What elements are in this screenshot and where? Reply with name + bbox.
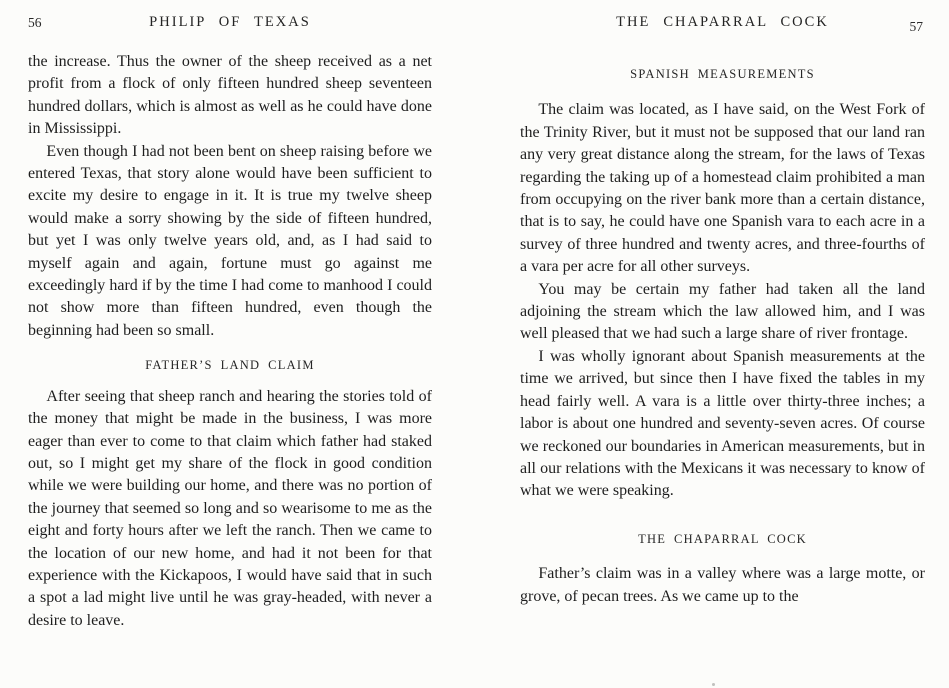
section-heading-fathers-land-claim: FATHER’S LAND CLAIM [145, 358, 315, 373]
section-heading-the-chaparral-cock: THE CHAPARRAL COCK [638, 531, 807, 546]
paragraph: The claim was located, as I have said, on the West Fork of the Trinity River, but it must not be supposed that our land ran any very great distance along the stream, for the laws of Texas regarding the taking up of a homestead claim prohibited a man from occupying on the river bank more than a certain distance, that is to say, he could have one Spanish vara to each acre in a survey of three hundred and twenty acres, and three-fourths of a vara per acre for all other surveys. [520, 101, 925, 276]
right-page-number: 57 [909, 19, 923, 34]
left-page-header [28, 14, 432, 36]
right-page [475, 0, 949, 688]
paragraph: Even though I had not been bent on sheep raising before we entered Texas, that story alone would have been sufficient to excite my desire to engage in it. It is true my twelve sheep would make a sorry showing by the side of fifteen hundred, but yet I was only twelve years old, and, as I had said to myself again and again, fortune must go against me exceedingly hard if by the time I had come to manhood I could not show more than fifteen hundred, even though the beginning had been so small. [28, 142, 432, 339]
left-page-body [28, 51, 432, 632]
right-running-title: THE CHAPARRAL COCK [616, 14, 829, 30]
paragraph: Father’s claim was in a valley where was a large motte, or grove, of pecan trees. As we came up to the [520, 565, 925, 605]
section-heading-spanish-measurements: SPANISH MEASUREMENTS [630, 67, 815, 81]
left-page [0, 0, 474, 688]
left-running-title: PHILIP OF TEXAS [149, 14, 311, 30]
right-page-header [520, 14, 925, 36]
scan-artifact [712, 683, 715, 686]
left-page-number: 56 [28, 15, 42, 30]
paragraph: the increase. Thus the owner of the sheep received as a net profit from a flock of only fifteen hundred sheep seventeen hundred dollars, which is almost as well as he could have done in Mississippi. [28, 53, 432, 138]
paragraph: I was wholly ignorant about Spanish measurements at the time we arrived, but since then I have fixed the tables in my head fairly well. A vara is a little over thirty-three inches; a labor is about one hundred and seventy-seven acres. Of course we reckoned our boundaries in American measurements, but in all our relations with the Mexicans it was necessary to know of what we were speaking. [520, 347, 925, 500]
paragraph: After seeing that sheep ranch and hearing the stories told of the money that might be made in the business, I was more eager than ever to come to that claim which father had staked out, so I might get my share of the flock in good condition while we were building our home, and there was no portion of the journey that seemed so long and so wearisome to me as the eight and forty hours after we left the ranch. Then we came to the location of our new home, and had it not been for that experience with the Kickapoos, I would have said that in such a spot a lad might live until he was gray-headed, with never a desire to leave. [28, 387, 432, 629]
paragraph: You may be certain my father had taken all the land adjoining the stream which the law allowed him, and I was well pleased that we had such a large share of river frontage. [520, 280, 925, 343]
right-page-body [520, 63, 925, 608]
